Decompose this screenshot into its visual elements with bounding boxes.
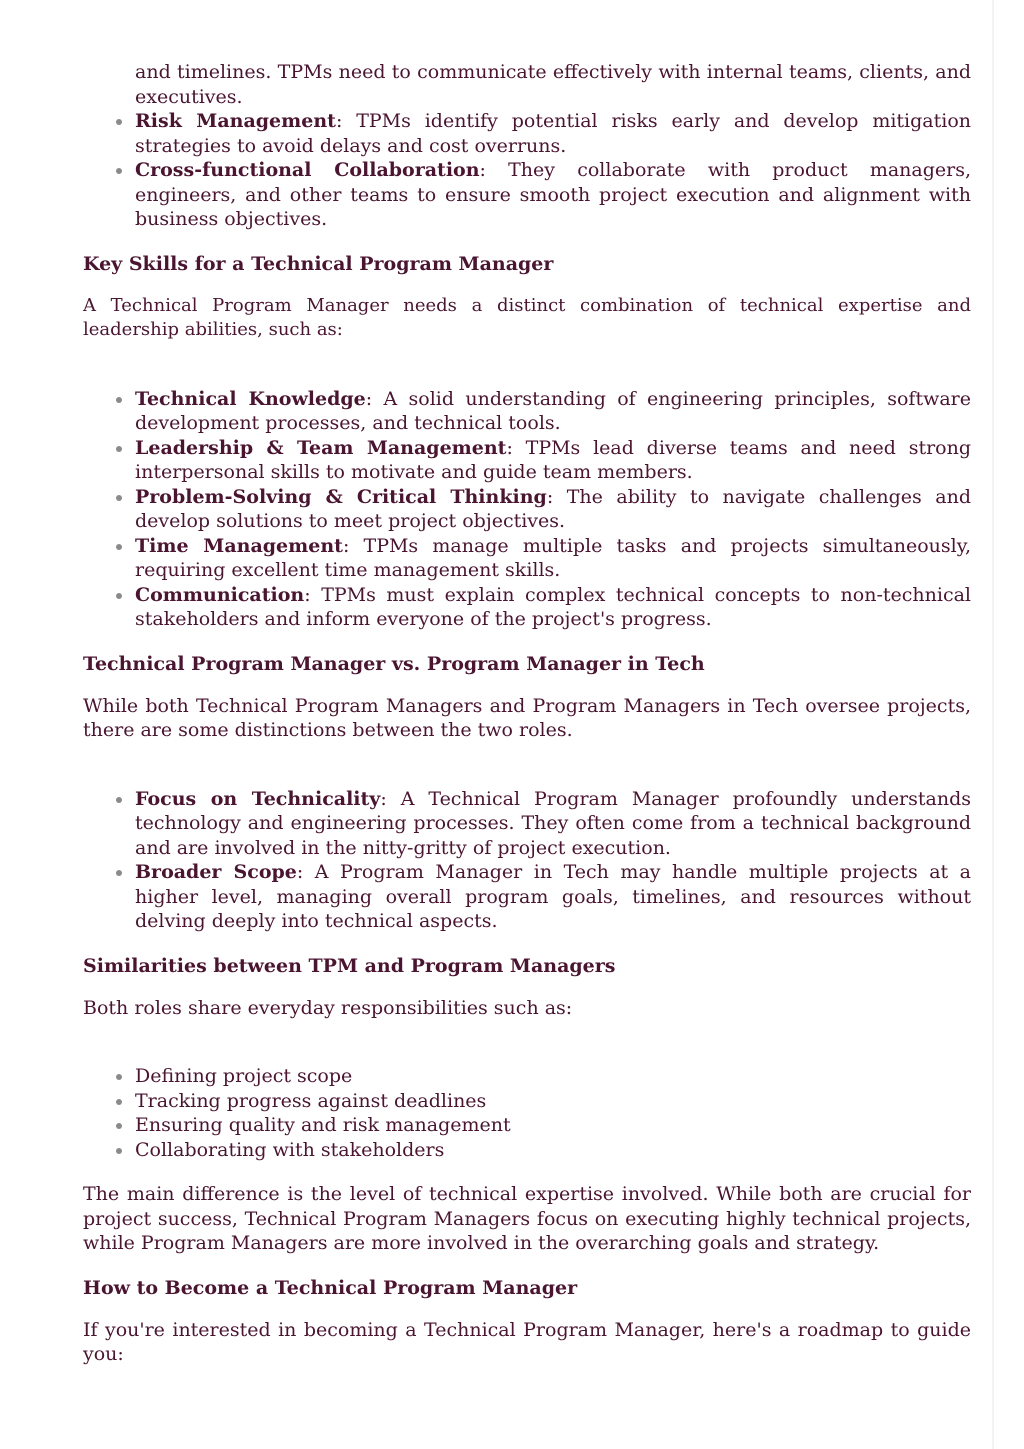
- list-item-scope: Defining project scope: [135, 1064, 971, 1089]
- heading-key-skills: Key Skills for a Technical Program Manager: [83, 252, 554, 275]
- heading-how-to-become: How to Become a Technical Program Manager: [83, 1276, 578, 1299]
- list-item-quality: Ensuring quality and risk management: [135, 1113, 971, 1138]
- list-item-technical-knowledge: Technical Knowledge: A solid understanding of engineering principles, software development processes, and technical tools.: [135, 387, 971, 434]
- list-item-continuation: and timelines. TPMs need to communicate effectively with internal teams, clients, and executives.: [135, 61, 971, 108]
- list-item-time-management: Time Management: TPMs manage multiple tasks and projects simultaneously, requiring excellent time management skills.: [135, 534, 971, 581]
- similarities-intro: Both roles share everyday responsibilities such as:: [83, 996, 573, 1019]
- list-item-focus-technicality: Focus on Technicality: A Technical Program Manager profoundly understands technology and engineering processes. They often come from a technical background and are involved in the nitty-gritty of project execution.: [135, 787, 972, 859]
- list-item-risk-management: Risk Management: TPMs identify potential risks early and develop mitigation strategies to avoid delays and cost overruns.: [135, 110, 972, 157]
- tpm-vs-pm-list: [83, 787, 971, 934]
- list-item-tracking: Tracking progress against deadlines: [135, 1089, 971, 1114]
- heading-similarities: Similarities between TPM and Program Managers: [83, 954, 616, 977]
- key-skills-list: [83, 387, 971, 632]
- page-edge: [992, 0, 994, 1449]
- list-item-problem-solving: Problem-Solving & Critical Thinking: The ability to navigate challenges and develop solutions to meet project objectives.: [135, 485, 971, 532]
- document-page: [83, 60, 971, 1367]
- key-skills-intro: A Technical Program Manager needs a distinct combination of technical expertise and leadership abilities, such as:: [83, 294, 971, 340]
- list-item-communication: Communication: TPMs must explain complex technical concepts to non-technical stakeholders and inform everyone of the project's progress.: [135, 583, 971, 630]
- responsibilities-list-continued: [83, 60, 971, 232]
- list-item-broader-scope: Broader Scope: A Program Manager in Tech may handle multiple projects at a higher level, managing overall program goals, timelines, and resources without delving deeply into technical aspects.: [135, 861, 972, 932]
- list-item-cross-functional: Cross-functional Collaboration: They collaborate with product managers, engineers, and other teams to ensure smooth project execution and alignment with business objectives.: [135, 159, 972, 230]
- tpm-vs-pm-intro: While both Technical Program Managers and Program Managers in Tech oversee projects, there are some distinctions between the two roles.: [83, 694, 971, 741]
- similarities-list: [83, 1064, 971, 1162]
- list-item-collaborating: Collaborating with stakeholders: [135, 1138, 971, 1163]
- similarities-conclusion: The main difference is the level of technical expertise involved. While both are crucial for project success, Technical Program Managers focus on executing highly technical projects, while Program Managers are more involved in the overarching goals and strategy.: [83, 1183, 971, 1254]
- heading-tpm-vs-pm: Technical Program Manager vs. Program Manager in Tech: [83, 652, 705, 675]
- how-to-become-intro: If you're interested in becoming a Technical Program Manager, here's a roadmap to guide you:: [83, 1318, 971, 1365]
- list-item-leadership: Leadership & Team Management: TPMs lead diverse teams and need strong interpersonal skills to motivate and guide team members.: [135, 436, 971, 483]
